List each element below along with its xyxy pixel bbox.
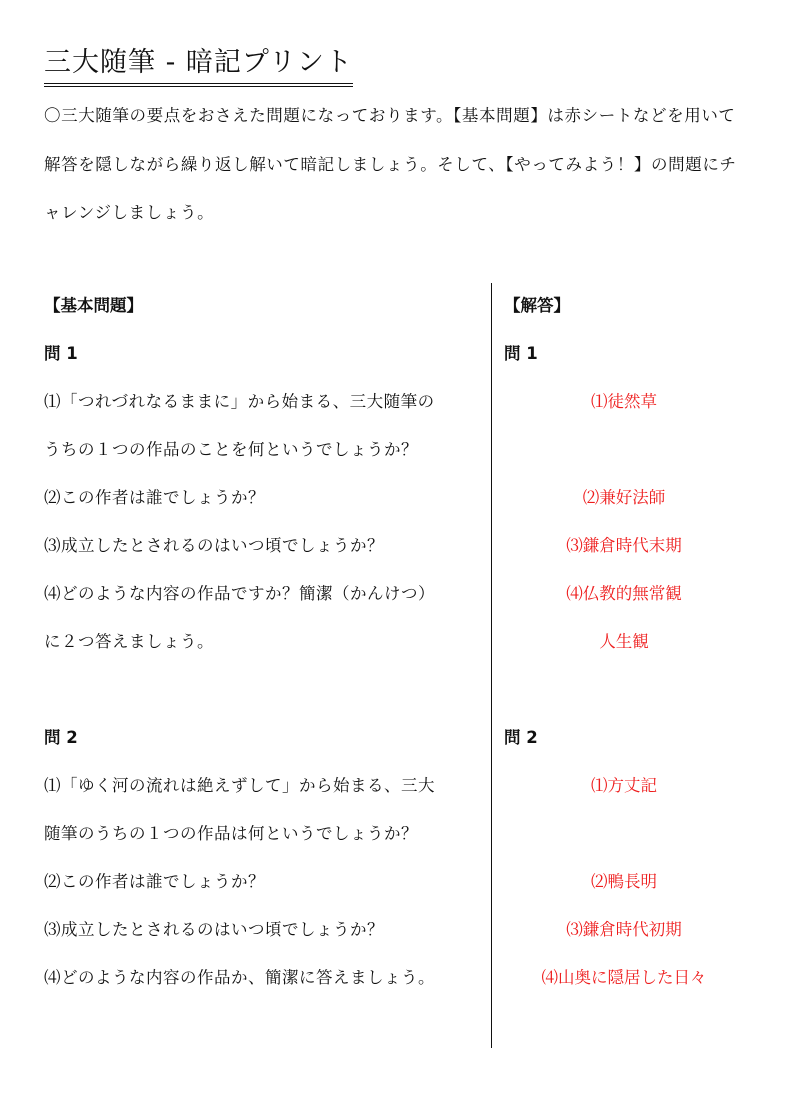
answer-1-item: 人生観	[599, 632, 649, 651]
answer-1-item	[504, 426, 744, 474]
answers-column	[504, 282, 744, 1002]
question-1-line: ⑶成立したとされるのはいつ頃でしょうか？	[44, 536, 384, 555]
answer-2-item: ⑶鎌倉時代初期	[566, 920, 682, 939]
question-2-line: ⑵この作者は誰でしょうか？	[44, 872, 265, 891]
answer-2-item: ⑴方丈記	[591, 776, 657, 795]
answer-1-item: ⑴徒然草	[591, 392, 657, 411]
question-2-line: ⑶成立したとされるのはいつ頃でしょうか？	[44, 920, 384, 939]
question-2-line: ⑷どのような内容の作品か、簡潔に答えましょう。	[44, 968, 435, 987]
answer-1-item: ⑶鎌倉時代末期	[566, 536, 682, 555]
question-2-label: 問 2	[44, 728, 78, 747]
answers-heading: 【解答】	[504, 296, 570, 315]
answer-2-item: ⑷山奥に隠居した日々	[541, 968, 707, 987]
answer-1-item: ⑷仏教的無常観	[566, 584, 682, 603]
answer-1-item: ⑵兼好法師	[582, 488, 666, 507]
question-1-label: 問 1	[44, 344, 78, 363]
page-title: 三大随筆 - 暗記プリント	[44, 44, 353, 87]
question-2-line: ⑴「ゆく河の流れは絶えずして」から始まる、三大	[44, 776, 435, 795]
spacer	[504, 666, 744, 714]
answer-1-label: 問 1	[504, 344, 538, 363]
question-2-line: 随筆のうちの１つの作品は何というでしょうか？	[44, 824, 418, 843]
answer-2-item: ⑵鴨長明	[591, 872, 657, 891]
question-1-line: に２つ答えましょう。	[44, 632, 214, 651]
question-1-line: うちの１つの作品のことを何というでしょうか？	[44, 440, 418, 459]
answer-2-item	[504, 810, 744, 858]
intro-text: 〇三大随筆の要点をおさえた問題になっております。【基本問題】は赤シートなどを用いて解答を隠しながら繰り返し解いて暗記しましょう。そして、【やってみよう！】の問題にチャレンジしましょう。	[44, 106, 737, 222]
answer-2-label: 問 2	[504, 728, 538, 747]
basic-questions-column	[44, 282, 482, 1002]
question-1-line: ⑵この作者は誰でしょうか？	[44, 488, 265, 507]
question-1-line: ⑴「つれづれなるままに」から始まる、三大随筆の	[44, 392, 435, 411]
basic-questions-heading: 【基本問題】	[44, 296, 143, 315]
spacer	[44, 666, 482, 714]
column-divider	[491, 283, 492, 1048]
question-1-line: ⑷どのような内容の作品ですか？簡潔（かんけつ）	[44, 584, 435, 603]
